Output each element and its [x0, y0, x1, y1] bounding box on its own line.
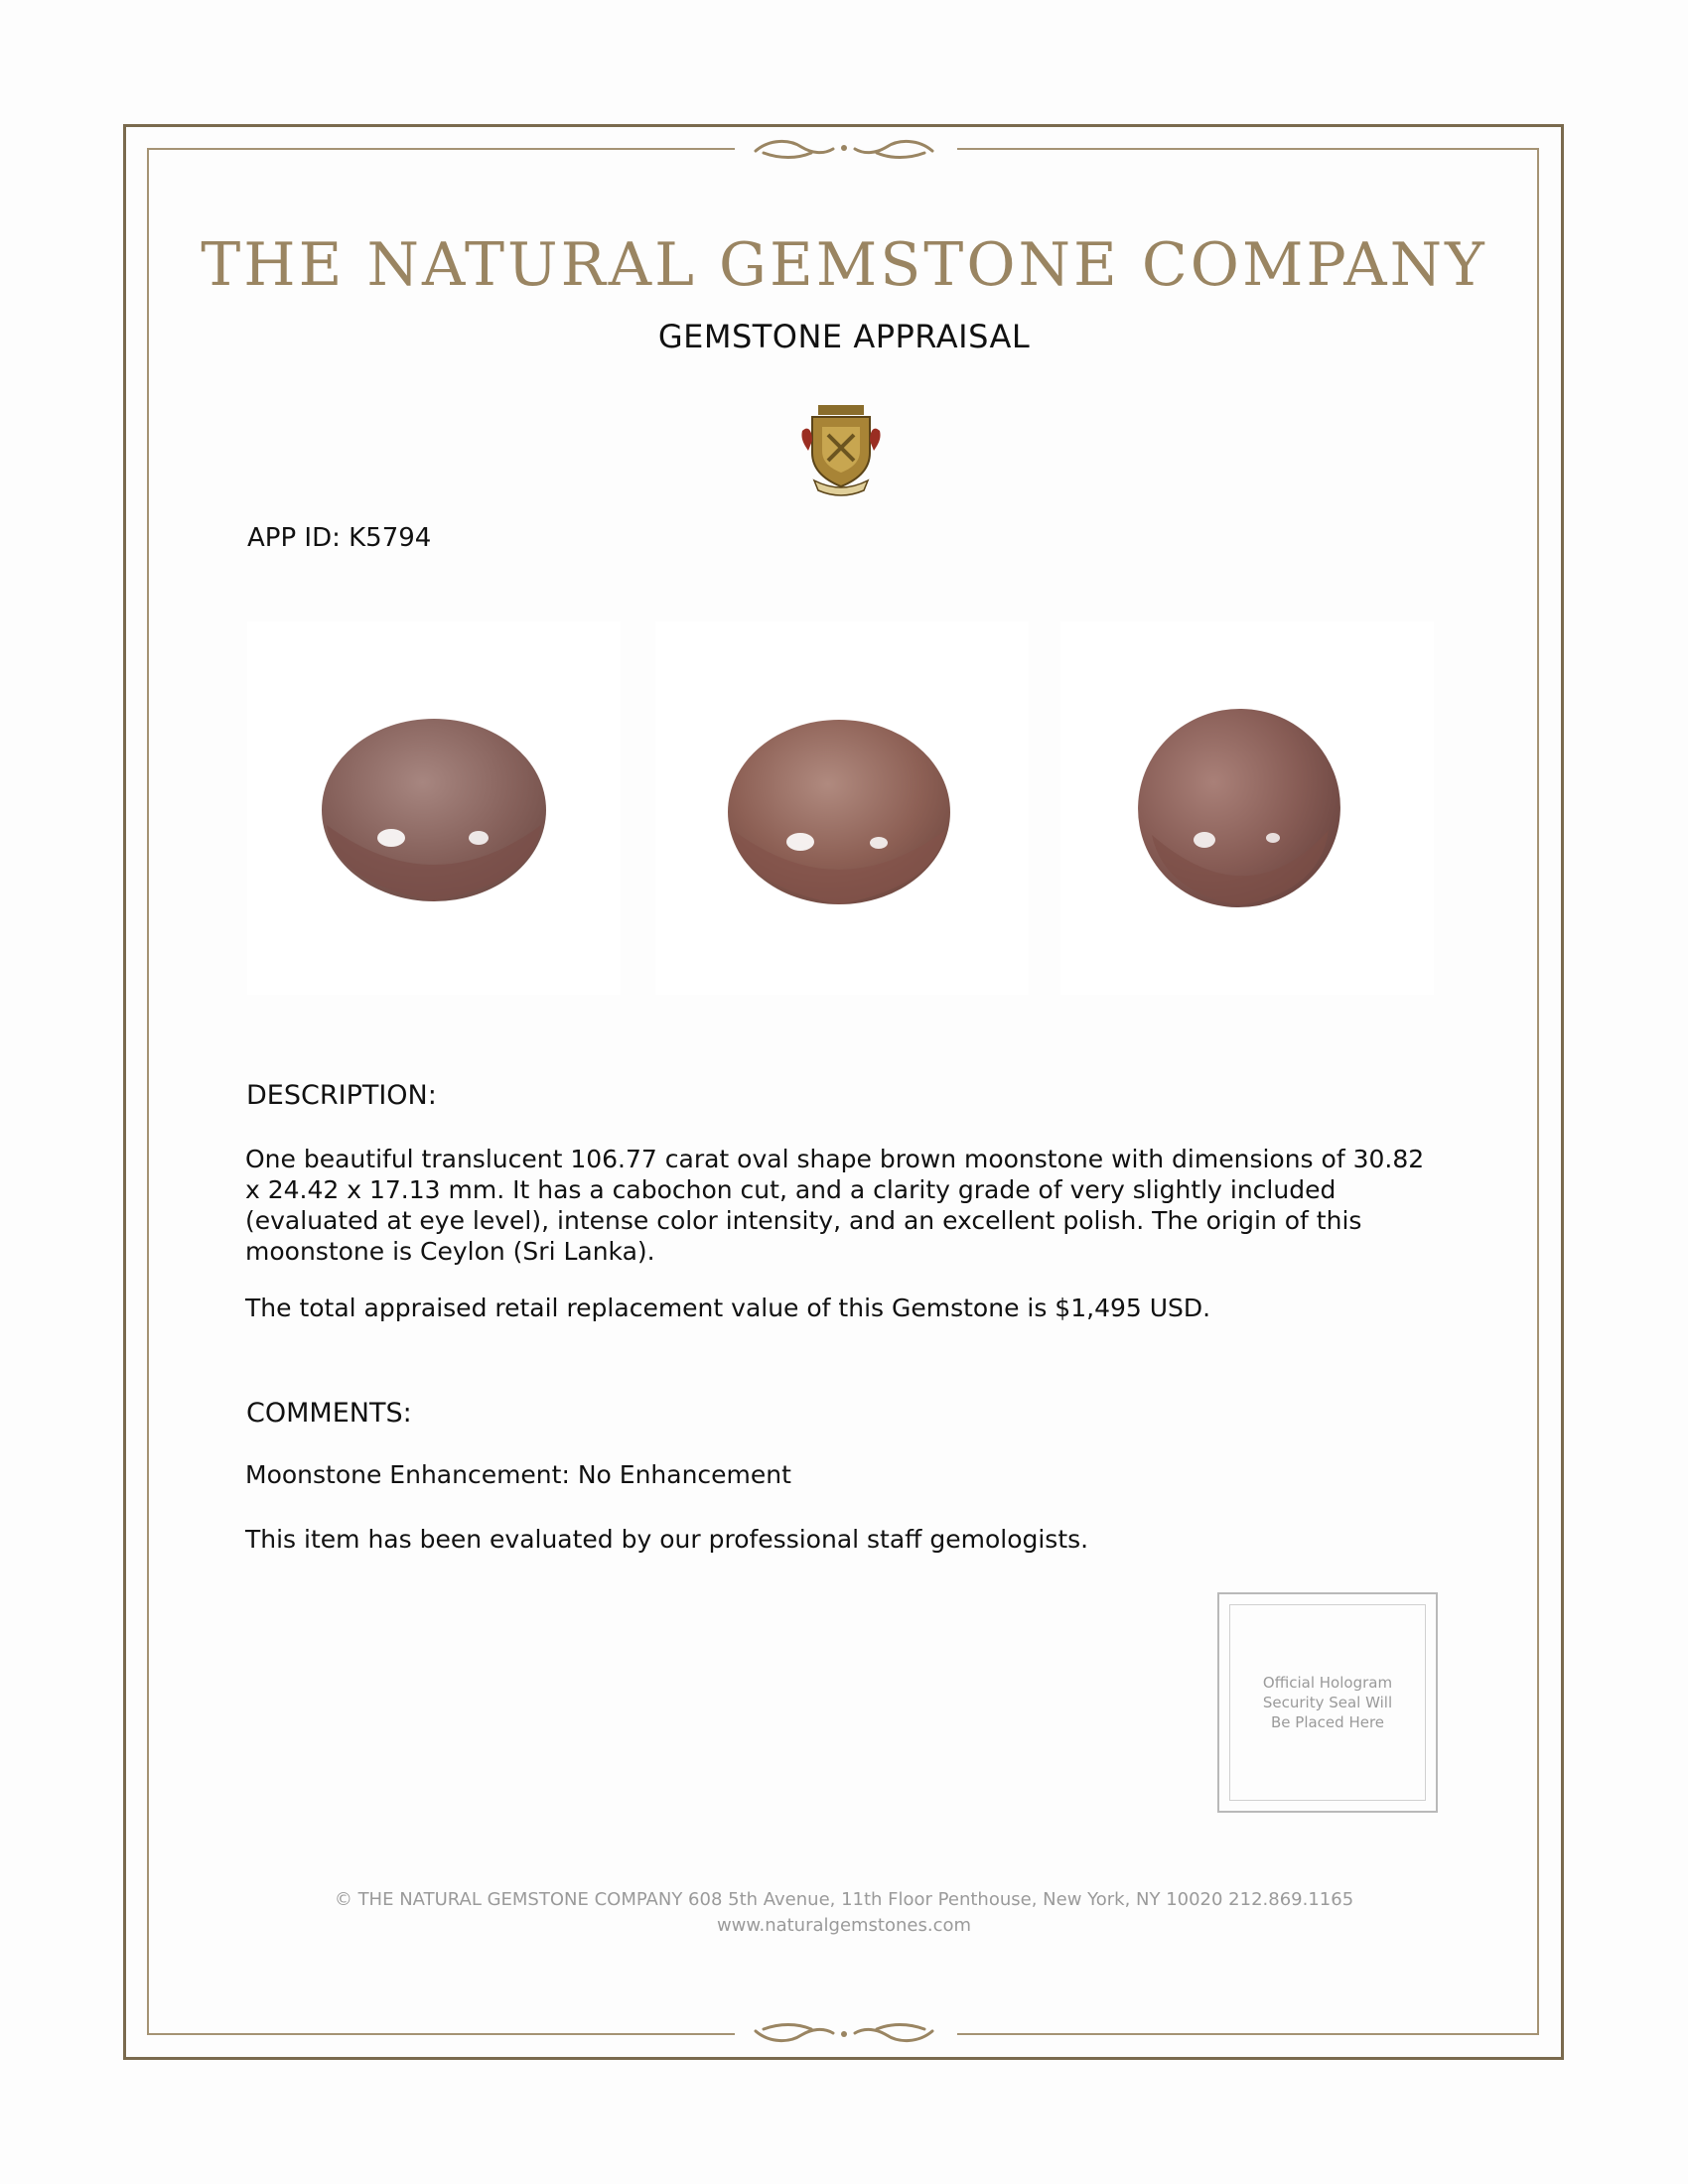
description-body: One beautiful translucent 106.77 carat oval shape brown moonstone with dimensions of 30.82 x 24.42 x 17.13 mm. It has a cabochon cut, and a clarity grade of very slightly included (evaluated at eye level), intense color intensity, and an excellent polish. The origin of this moonstone is Ceylon (Sri Lanka). [245, 1145, 1425, 1266]
description-heading: DESCRIPTION: [246, 1080, 437, 1111]
footer-address: © THE NATURAL GEMSTONE COMPANY 608 5th Avenue, 11th Floor Penthouse, New York, NY 10020 212.869.1165 [334, 1889, 1354, 1910]
comments-heading: COMMENTS: [246, 1398, 412, 1429]
moonstone-photo-front [247, 621, 621, 995]
appraised-value-statement: The total appraised retail replacement value of this Gemstone is $1,495 USD. [245, 1294, 1211, 1322]
bottom-rule-left [147, 2033, 735, 2035]
top-rule-left [147, 148, 735, 150]
company-title: THE NATURAL GEMSTONE COMPANY [201, 230, 1487, 300]
footer-website: www.naturalgemstones.com [716, 1915, 972, 1936]
moonstone-photo-angle [655, 621, 1029, 995]
left-rule [147, 148, 149, 2035]
bottom-ornament-icon [750, 2019, 938, 2049]
hologram-seal-inner-box [1229, 1604, 1426, 1801]
top-rule-right [957, 148, 1539, 150]
hologram-seal-text: Official Hologram Security Seal Will Be Placed Here [1262, 1674, 1393, 1731]
moonstone-photo-side [1060, 621, 1434, 995]
bottom-rule-right [957, 2033, 1539, 2035]
evaluation-note: This item has been evaluated by our professional staff gemologists. [245, 1525, 1089, 1554]
top-ornament-icon [750, 133, 938, 163]
right-rule [1537, 148, 1539, 2035]
hologram-seal-placeholder [1217, 1592, 1438, 1813]
crest-logo-icon [798, 401, 884, 496]
enhancement-note: Moonstone Enhancement: No Enhancement [245, 1460, 791, 1489]
app-id: APP ID: K5794 [247, 523, 432, 553]
document-type-heading: GEMSTONE APPRAISAL [657, 318, 1031, 355]
